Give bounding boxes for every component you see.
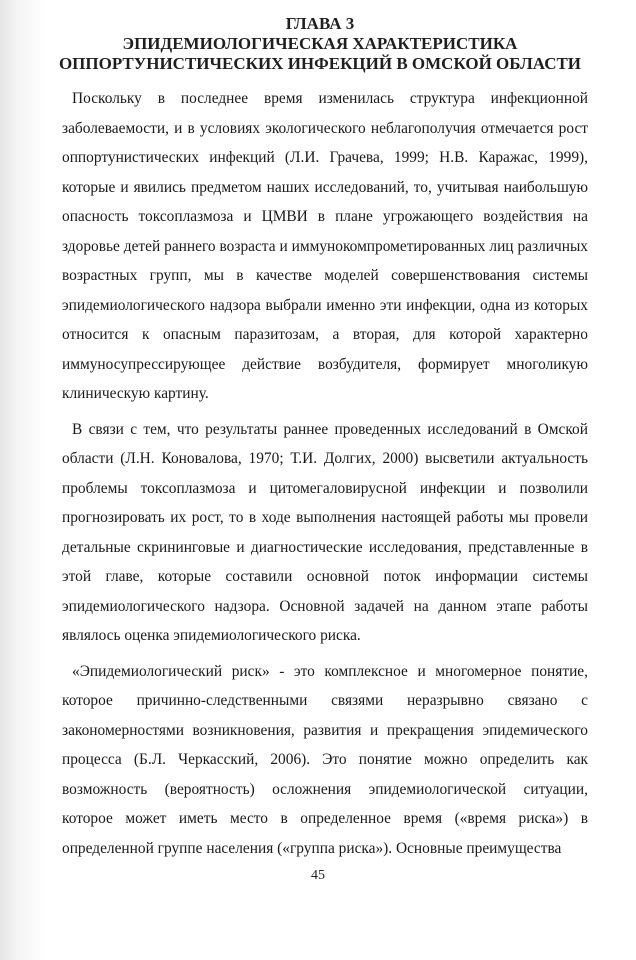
chapter-subtitle-line-2: ОППОРТУНИСТИЧЕСКИХ ИНФЕКЦИЙ В ОМСКОЙ ОБЛАСТИ xyxy=(58,54,582,73)
paragraph-1: Поскольку в последнее время изменилась структура инфекционной заболеваемости, и в условиях экологического неблагополучия отмечается рост оппортунистических инфекций (Л.И. Грачева, 1999; Н.В. Каражас, 1999), которые и явились предметом наших исследований, то, учитывая наибольшую опасность токсоплазмоза и ЦМВИ в плане угрожающего воздействия на здоровье детей раннего возраста и иммунокомпрометированных лиц различных возрастных групп, мы в качестве моделей совершенствования системы эпидемиологического надзора выбрали именно эти инфекции, одна из которых относится к опасным паразитозам, а вторая, для которой характерно иммуносупрессирующее действие возбудителя, формирует многоликую клиническую картину. xyxy=(62,90,588,402)
chapter-subtitle-line-1: ЭПИДЕМИОЛОГИЧЕСКАЯ ХАРАКТЕРИСТИКА xyxy=(122,34,518,53)
body-text xyxy=(62,84,588,863)
paragraph-3: «Эпидемиологический риск» - это комплексное и многомерное понятие, которое причинно-следственными связями неразрывно связано с закономерностями возникновения, развития и прекращения эпидемического процесса (Б.Л. Черкасский, 2006). Это понятие можно определить как возможность (вероятность) осложнения эпидемиологической ситуации, которое может иметь место в определенное время («время риска») в определенной группе населения («группа риска»). Основные преимущества xyxy=(62,662,588,857)
chapter-title: ГЛАВА 3 xyxy=(285,14,355,33)
page-number: 45 xyxy=(311,868,325,883)
scan-shadow xyxy=(0,0,48,960)
paragraph-2: В связи с тем, что результаты раннее проведенных исследований в Омской области (Л.Н. Коновалова, 1970; Т.И. Долгих, 2000) высветили актуальность проблемы токсоплазмоза и цитомегаловирусной инфекции и позволили прогнозировать их рост, то в ходе выполнения настоящей работы мы провели детальные скрининговые и диагностические исследования, представленные в этой главе, которые составили основной поток информации системы эпидемиологического надзора. Основной задачей на данном этапе работы являлось оценка эпидемиологического риска. xyxy=(62,420,588,644)
chapter-heading xyxy=(40,14,600,74)
